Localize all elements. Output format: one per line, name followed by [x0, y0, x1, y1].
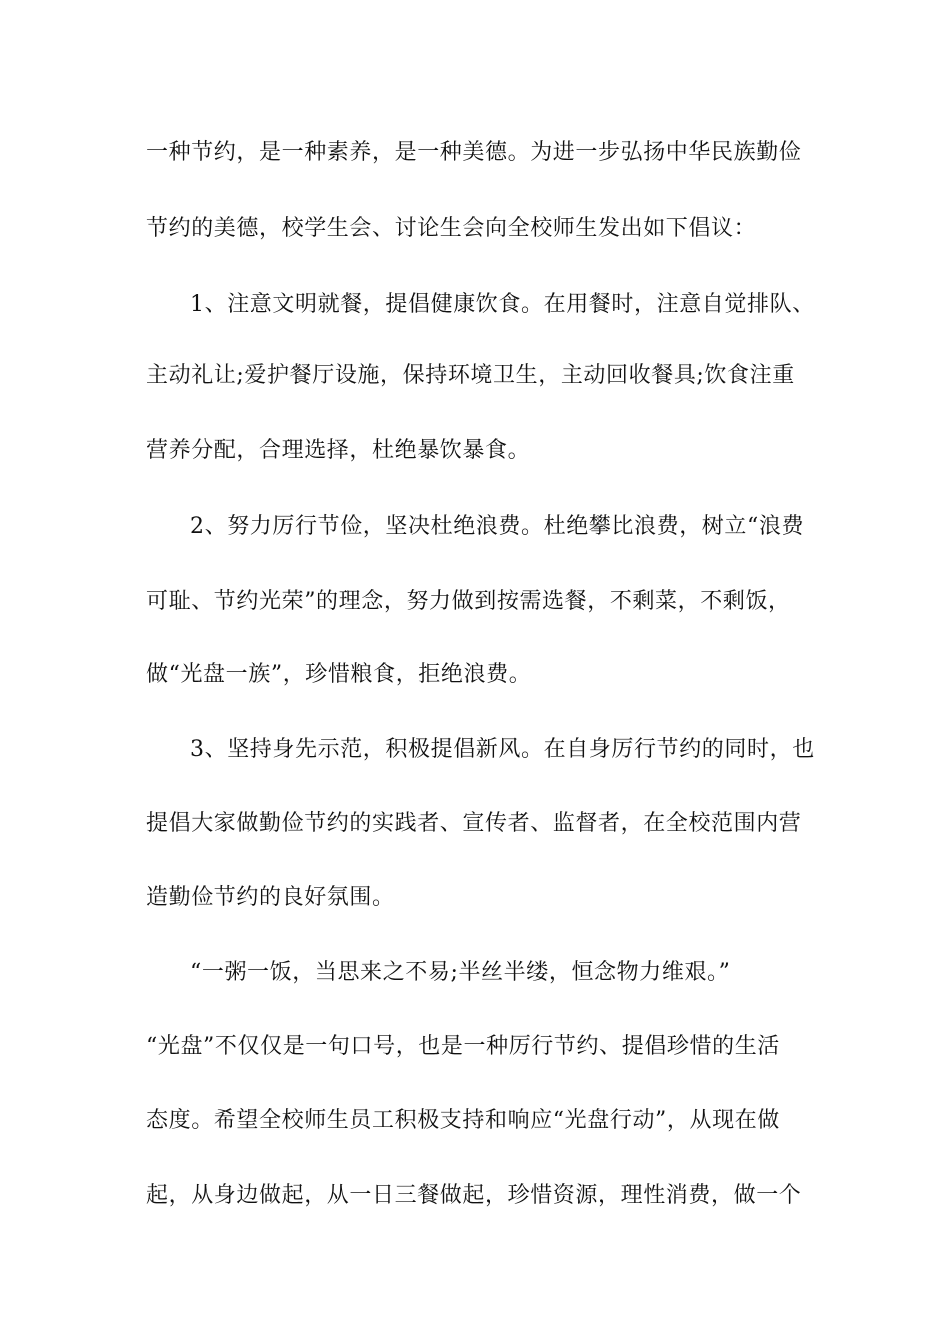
text-line: “光盘”不仅仅是一句口号，也是一种厉行节约、提倡珍惜的生活 [146, 1034, 780, 1059]
text-line: 一种节约，是一种素养，是一种美德。为进一步弘扬中华民族勤俭 [146, 140, 802, 165]
text-line: 可耻、节约光荣”的理念，努力做到按需选餐，不剩菜，不剩饭， [146, 589, 791, 614]
text-line: “一粥一饭，当思来之不易;半丝半缕，恒念物力维艰。” [190, 960, 731, 985]
text-line: 3、坚持身先示范，积极提倡新风。在自身厉行节约的同时，也 [190, 737, 815, 762]
text-line: 2、努力厉行节俭，坚决杜绝浪费。杜绝攀比浪费，树立“浪费 [190, 514, 805, 539]
text-line: 营养分配，合理选择，杜绝暴饮暴食。 [146, 438, 531, 463]
text-line: 节约的美德，校学生会、讨论生会向全校师生发出如下倡议： [146, 216, 757, 241]
text-line: 态度。希望全校师生员工积极支持和响应“光盘行动”，从现在做 [146, 1108, 780, 1133]
text-line: 1、注意文明就餐，提倡健康饮食。在用餐时，注意自觉排队、 [190, 292, 815, 317]
text-line: 造勤俭节约的良好氛围。 [146, 885, 395, 910]
text-line: 起，从身边做起，从一日三餐做起，珍惜资源，理性消费，做一个 [146, 1183, 802, 1208]
text-line: 提倡大家做勤俭节约的实践者、宣传者、监督者，在全校范围内营 [146, 811, 802, 836]
text-line: 主动礼让;爱护餐厅设施，保持环境卫生，主动回收餐具;饮食注重 [146, 363, 795, 388]
text-line: 做“光盘一族”，珍惜粮食，拒绝浪费。 [146, 662, 532, 687]
